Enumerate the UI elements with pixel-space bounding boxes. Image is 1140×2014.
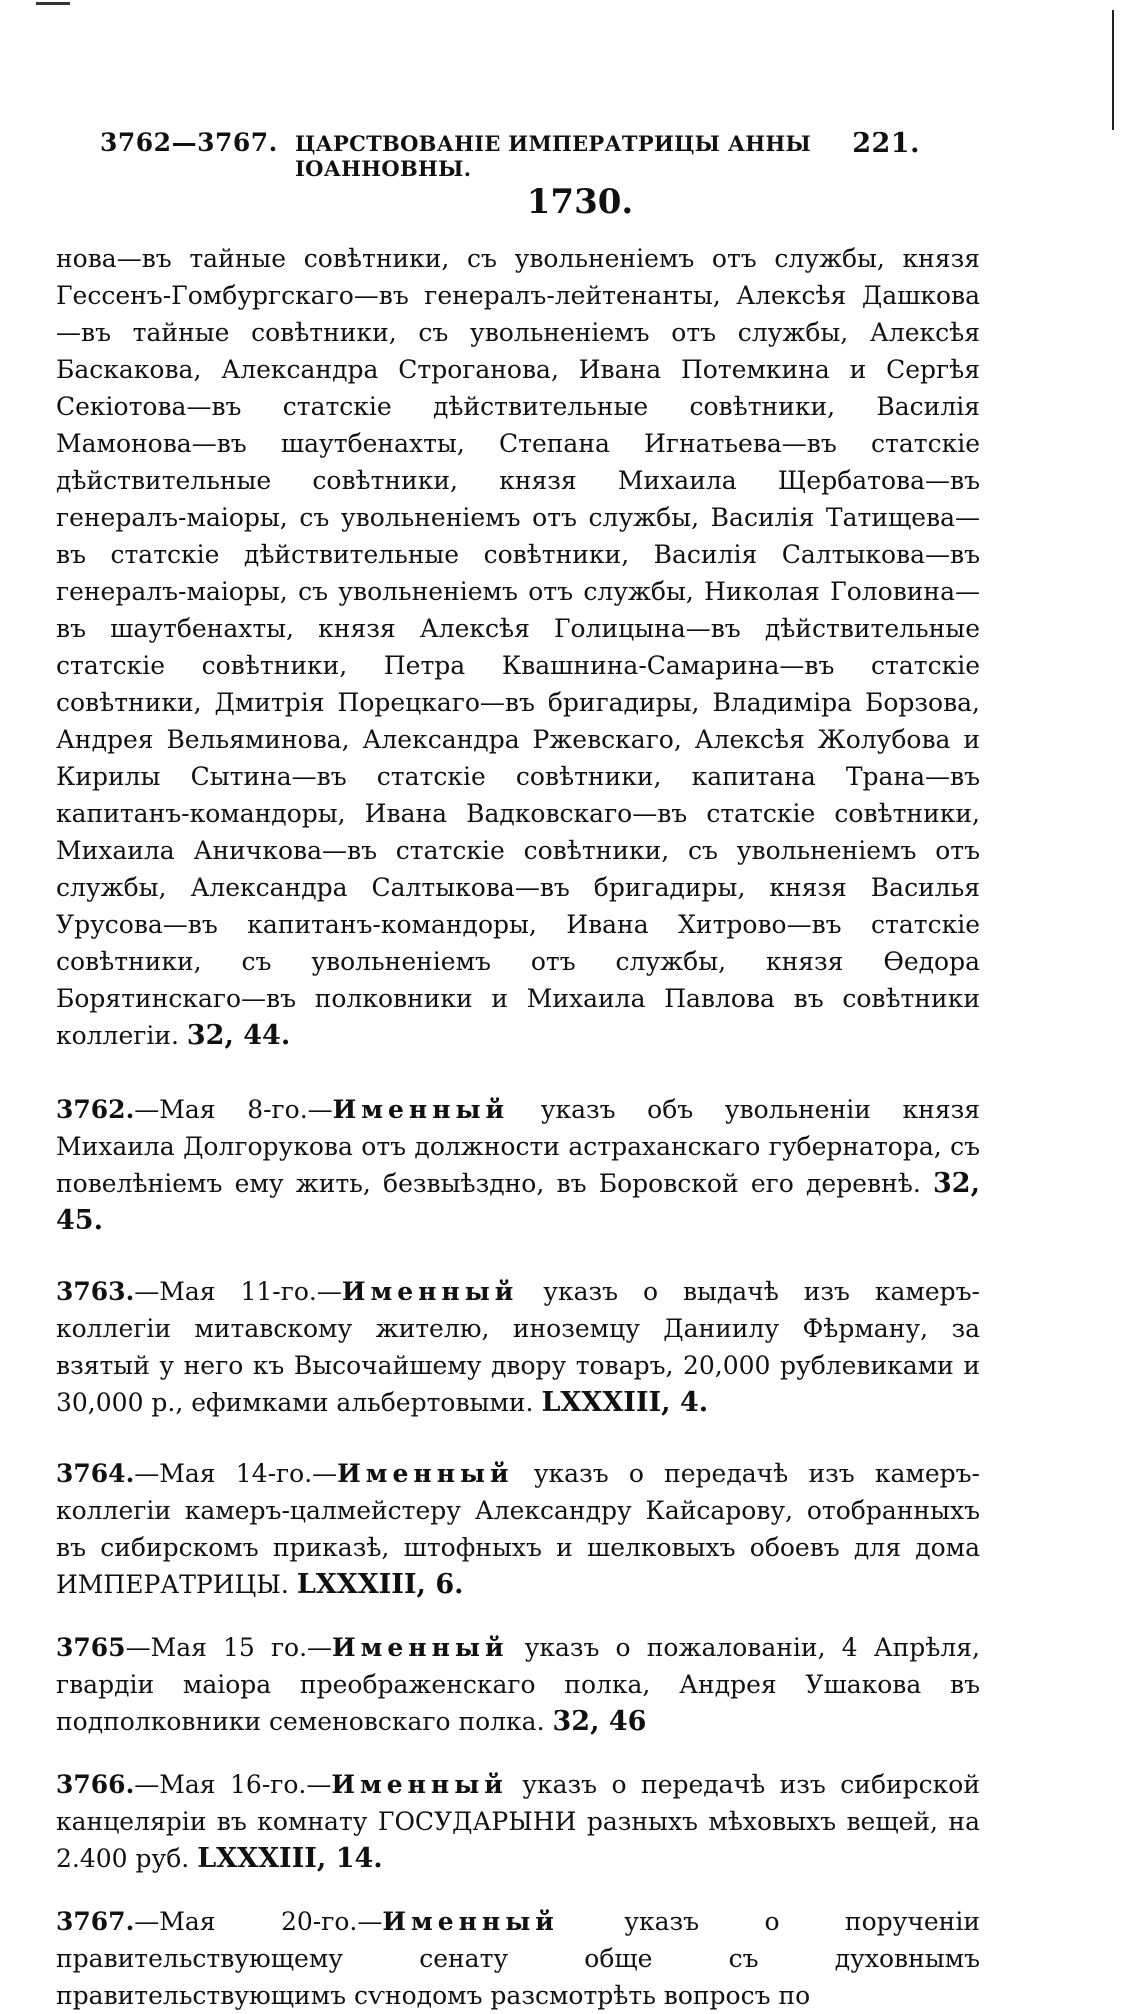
entry-3762 xyxy=(56,1091,980,1239)
entry-reference: LXXXIII, 14. xyxy=(197,1843,383,1874)
entry-reference: 32, 46 xyxy=(552,1706,647,1737)
entry-date: —Мая 11-го.— xyxy=(134,1277,342,1306)
entry-reference: LXXXIII, 6. xyxy=(296,1569,464,1600)
entry-type: Именный xyxy=(382,1907,559,1936)
entry-3767 xyxy=(56,1903,980,2014)
entry-number: 3767. xyxy=(56,1907,135,1936)
entry-3763 xyxy=(56,1273,980,1421)
continuation-paragraph xyxy=(56,240,980,1054)
entry-3766 xyxy=(56,1766,980,1877)
entry-number: 3764. xyxy=(56,1459,135,1488)
entry-type: Именный xyxy=(337,1459,514,1488)
entry-type: Именный xyxy=(332,1633,509,1662)
entry-reference: 32, 45. xyxy=(56,1168,980,1236)
entry-type: Именный xyxy=(332,1095,510,1124)
scan-edge-line xyxy=(1112,10,1114,130)
entry-number: 3766. xyxy=(56,1770,135,1799)
entry-type: Именный xyxy=(331,1770,508,1799)
entry-text: указъ о передачѣ изъ сибирской канцеляріи въ комнату ГОСУДАРЫНИ разныхъ мѣховыхъ вещей, на 2.400 руб. xyxy=(56,1770,981,1873)
entry-date: —Мая 14-го.— xyxy=(134,1459,338,1488)
entry-date: —Мая 15 го.— xyxy=(125,1633,333,1662)
entry-date: —Мая 16-го.— xyxy=(134,1770,332,1799)
entry-text: указъ о порученіи правительствующему сенату обще съ духовнымъ правительствующимъ сѵнодомъ разсмотрѣть вопросъ по xyxy=(56,1907,981,2010)
header-title: ЦАРСТВОВАНІЕ ИМПЕРАТРИЦЫ АННЫ ІОАННОВНЫ. xyxy=(295,131,812,181)
entry-text: указъ объ увольненіи князя Михаила Долгорукова отъ должности астраханскаго губернатора, съ повелѣніемъ ему жить, безвыѣздно, въ Боровской его деревнѣ. xyxy=(56,1095,981,1198)
running-header xyxy=(100,128,920,181)
entry-number: 3765 xyxy=(56,1633,126,1662)
scan-artifact-mark xyxy=(36,2,70,5)
continuation-reference: 32, 44. xyxy=(186,1020,291,1051)
entry-date: —Мая 8-го.— xyxy=(134,1095,333,1124)
body-text xyxy=(56,240,980,2014)
entry-text: указъ о выдачѣ изъ камеръ-коллегіи митавскому жителю, иноземцу Даниилу Фѣрману, за взятый у него къ Высочайшему двору товаръ, 20,000 рублевиками и 30,000 р., ефимками альбертовыми. xyxy=(56,1277,981,1417)
entry-number: 3762. xyxy=(56,1095,135,1124)
entry-reference: LXXXIII, 4. xyxy=(541,1387,709,1418)
entry-number: 3763. xyxy=(56,1277,135,1306)
entry-date: —Мая 20-го.— xyxy=(134,1907,383,1936)
continuation-text: нова—въ тайные совѣтники, съ увольненіемъ отъ службы, князя Гессенъ-Гомбургскаго—въ генералъ-лейтенанты, Алексѣя Дашкова—въ тайные совѣтники, съ увольненіемъ отъ службы, Алексѣя Баскакова, Александра Строганова, Ивана Потемкина и Сергѣя Секіотова—въ статскіе дѣйствительные совѣтники, Василія Мамонова—въ шаутбенахты, Степана Игнатьева—въ статскіе дѣйствительные совѣтники, князя Михаила Щербатова—въ генералъ-маіоры, съ увольненіемъ отъ службы, Василія Татищева—въ статскіе дѣйствительные совѣтники, Василія Салтыкова—въ генералъ-маіоры, съ увольненіемъ отъ службы, Николая Головина—въ шаутбенахты, князя Алексѣя Голицына—въ дѣйствительные статскіе совѣтники, Петра Квашнина-Самарина—въ статскіе совѣтники, Дмитрія Порецкаго—въ бригадиры, Владиміра Борзова, Андрея Вельяминова, Александра Ржевскаго, Алексѣя Жолубова и Кирилы Сытина—въ статскіе совѣтники, капитана Трана—въ капитанъ-командоры, Ивана Вадковскаго—въ статскіе совѣтники, Михаила Аничкова—въ статскіе совѣтники, съ увольненіемъ отъ службы, Александра Салтыкова—въ бригадиры, князя Василья Урусова—въ капитанъ-командоры, Ивана Хитрово—въ статскіе совѣтники, съ увольненіемъ отъ службы, князя Ѳедора Борятинскаго—въ полковники и Михаила Павлова въ совѣтники коллегіи. xyxy=(56,244,980,1050)
entry-text: указъ о пожалованіи, 4 Апрѣля, гвардіи маіора преображенскаго полка, Андрея Ушакова въ подполковники семеновскаго полка. xyxy=(56,1633,980,1736)
page-number: 221. xyxy=(852,128,920,159)
year-heading: 1730. xyxy=(526,182,634,222)
entry-3764 xyxy=(56,1455,980,1603)
entry-range: 3762—3767. xyxy=(100,128,278,157)
entry-3765 xyxy=(56,1629,980,1740)
entry-text: указъ о передачѣ изъ камеръ-коллегіи камеръ-цалмейстеру Александру Кайсарову, отобранныхъ въ сибирскомъ приказѣ, штофныхъ и шелковыхъ обоевъ для дома ИМПЕРАТРИЦЫ. xyxy=(56,1459,981,1599)
entry-type: Именный xyxy=(341,1277,519,1306)
